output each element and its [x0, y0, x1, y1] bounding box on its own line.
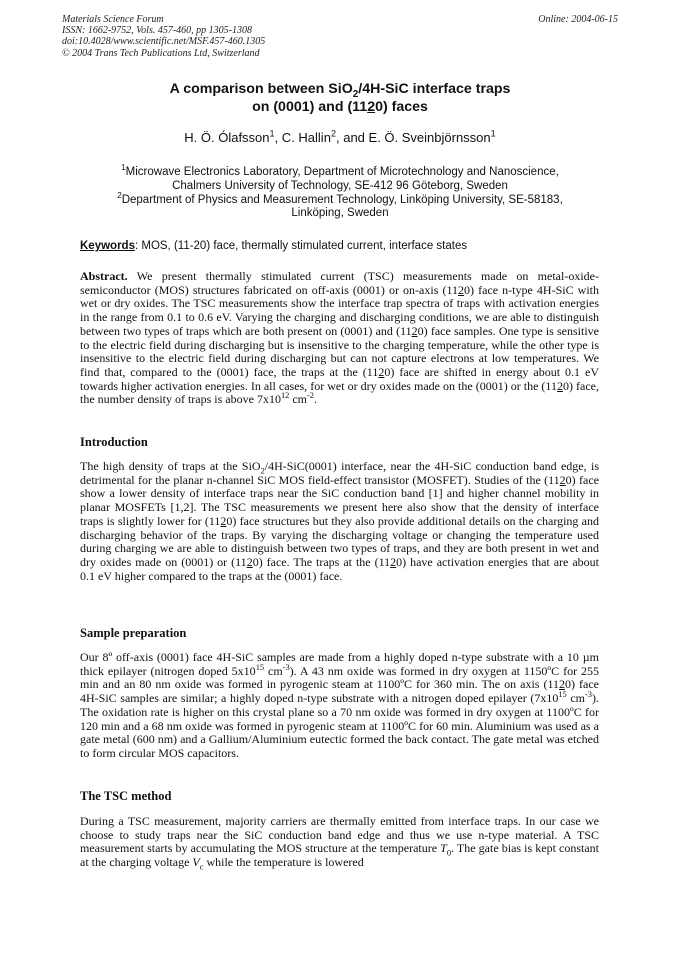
tsc-method-paragraph	[80, 815, 599, 870]
superscript: -3	[585, 690, 592, 700]
title-line-1	[62, 80, 618, 98]
author-list	[62, 130, 618, 145]
title-bar-index: 2	[367, 99, 376, 115]
author-name: H. Ö. Ólafsson	[184, 130, 270, 145]
body-text: ). A 43 nm oxide was formed in dry oxygen at 1150ºC for 255 min and an 80 nm oxide was formed in pyrogenic steam at 1100ºC for 360 min. The on axis (11	[80, 663, 599, 692]
body-text: 0) have activation energies that are about 0.1 eV higher compared to the traps at the (0001) face.	[80, 554, 600, 583]
paper-title	[62, 80, 618, 116]
title-text: /4H-SiC interface traps	[358, 81, 511, 97]
body-text: /4H-SiC(0001) interface, near the 4H-SiC conduction band edge, is detrimental for the planar n-channel SiC MOS field-effect transistor (MOSFET). Studies of the (11	[80, 459, 599, 487]
abstract-text: 0) face, the number density of traps is above 7x10	[80, 378, 599, 407]
body-text: The high density of traps at the SiO	[80, 459, 261, 473]
superscript: -3	[282, 662, 290, 672]
bar-index: 2	[378, 364, 385, 379]
keywords-text: : MOS, (11-20) face, thermally stimulated current, interface states	[134, 240, 468, 252]
title-text: A comparison between SiO	[169, 81, 353, 97]
subscript: c	[199, 862, 204, 872]
section-heading-introduction: Introduction	[80, 435, 148, 449]
affiliation-marker: 1	[269, 128, 275, 139]
superscript: 12	[280, 391, 290, 401]
doi-line: doi:10.4028/www.scientific.net/MSF.457-460.1305	[62, 36, 266, 48]
section-heading-tsc-method: The TSC method	[80, 789, 172, 803]
body-text: cm	[566, 691, 585, 706]
abstract-text: 0) face are shifted in energy about 0.1 eV towards higher activation energies. In all cases, for wet or dry oxides made on the (0001) or the (11	[80, 364, 600, 393]
abstract-text: 0) face samples. One type is sensitive to the electric field during discharging but is insensitive to the charging temperature, while the other type is insensitive to the electric field during discharging but can not capture electrons at low temperatures. We find that, compared to the (0001) face, the traps at the (11	[80, 323, 600, 379]
body-text: 0) face. The traps at the (11	[252, 554, 391, 569]
affiliation-1-cont: Chalmers University of Technology, SE-412 96 Göteborg, Sweden	[172, 179, 508, 192]
subscript: 2	[260, 466, 265, 476]
body-text: while the temperature is lowered	[203, 855, 364, 870]
abstract-text: 0) face n-type 4H-SiC with wet or dry oxides. The TSC measurements show the interface trap spectra of traps with activation energies in the range from 0.1 to 0.6 eV. Varying the charging and discharging conditions, we are able to distinguish between two types of traps which are both present on (0001) and (11	[80, 282, 599, 338]
sample-preparation-paragraph	[80, 651, 599, 761]
abstract-text: .	[314, 392, 317, 407]
variable-v: V	[192, 855, 200, 870]
section-heading-sample-preparation: Sample preparation	[80, 626, 187, 640]
body-text: 0) face structures but they also provide additional details on the charging and discharging behavior of the traps. By varying the discharging voltage or changing the temperature used during charging we are able to distinguish between two types of traps, and they are both present in wet and dry oxides made on (0001) or (11	[80, 513, 600, 569]
variable-t: T	[440, 841, 447, 856]
title-line-2	[62, 98, 618, 116]
abstract-label: Abstract.	[80, 269, 128, 283]
bar-index: 2	[246, 554, 253, 569]
abstract-text: We present thermally stimulated current (TSC) measurements made on metal-oxide-semiconductor (MOS) structures fabricated on off-axis (0001) or on-axis (11	[80, 269, 599, 297]
online-date: Online: 2004-06-15	[538, 14, 618, 25]
introduction-paragraph	[80, 460, 599, 583]
body-text: 0) face 4H-SiC samples are similar; a highly doped n-type substrate with a nitrogen doped epilayer (7x10	[80, 677, 599, 706]
bar-index: 2	[390, 554, 397, 569]
keywords-line	[80, 240, 620, 252]
affiliations	[62, 163, 618, 221]
affiliation-marker: 2	[117, 190, 122, 200]
superscript: -2	[307, 391, 314, 401]
affiliation-1	[62, 163, 618, 180]
body-text: During a TSC measurement, majority carriers are thermally emitted from interface traps. In our case we choose to study traps near the SiC conduction band edge and thus we use n-type material. A TSC measurement starts by accumulating the MOS structure at the temperature	[80, 814, 599, 856]
bar-index: 2	[411, 323, 418, 338]
affiliation-text: Microwave Electronics Laboratory, Department of Microtechnology and Nanoscience,	[125, 166, 559, 178]
body-text: 0) face show a lower density of interface traps near the SiC conduction band [1] and higher channel mobility in planar MOSFETs [1,2]. The TSC measurements we present here also show that the density of interface traps is slightly lower for (11	[80, 472, 599, 528]
body-text: . The gate bias is kept constant at the charging voltage	[80, 841, 599, 870]
affiliation-2	[62, 190, 618, 208]
affiliation-marker: 1	[490, 128, 496, 139]
body-text: cm	[264, 663, 283, 678]
journal-name: Materials Science Forum	[62, 14, 164, 25]
body-text: ). The oxidation rate is higher on this crystal plane so a 70 nm oxide was formed in dry oxygen at 1100ºC for 120 min and a 68 nm oxide was formed in pyrogenic steam at 1100ºC for 60 min. Aluminium was used as a gate metal (600 nm) and a Gallium/Aluminium eutectic formed the back contact. The gate metal was etched to form circular MOS capacitors.	[80, 691, 599, 760]
affiliation-marker: 1	[121, 163, 126, 173]
bar-index: 2	[559, 472, 566, 487]
affiliation-text: Department of Physics and Measurement Technology, Linköping University, SE-58183,	[121, 193, 563, 206]
body-text: Our 8º off-axis (0001) face 4H-SiC samples are made from a highly doped n-type substrate with a 10 µm thick epilayer (nitrogen doped 5x10	[80, 650, 599, 678]
abstract-paragraph	[80, 270, 599, 407]
author-name: , and E. Ö. Sveinbjörnsson	[336, 130, 491, 145]
bar-index: 2	[220, 513, 227, 528]
copyright-line: © 2004 Trans Tech Publications Ltd, Switzerland	[62, 47, 260, 59]
bar-index: 2	[556, 378, 563, 393]
author-name: , C. Hallin	[274, 130, 331, 145]
superscript: 15	[255, 662, 265, 672]
affiliation-marker: 2	[330, 128, 336, 139]
bar-index: 2	[559, 677, 566, 692]
affiliation-2-cont: Linköping, Sweden	[291, 207, 389, 220]
keywords-label: Keywords	[80, 240, 135, 252]
superscript: 15	[558, 690, 567, 700]
journal-header	[62, 14, 618, 59]
title-text: 0) faces	[375, 99, 428, 115]
subscript: 0	[446, 848, 452, 858]
title-subscript: 2	[352, 88, 359, 100]
bar-index: 2	[458, 282, 465, 297]
title-text: on (0001) and (11	[252, 99, 368, 115]
issn-line: ISSN: 1662-9752, Vols. 457-460, pp 1305-1308	[62, 25, 252, 37]
abstract-text: cm	[289, 392, 308, 407]
